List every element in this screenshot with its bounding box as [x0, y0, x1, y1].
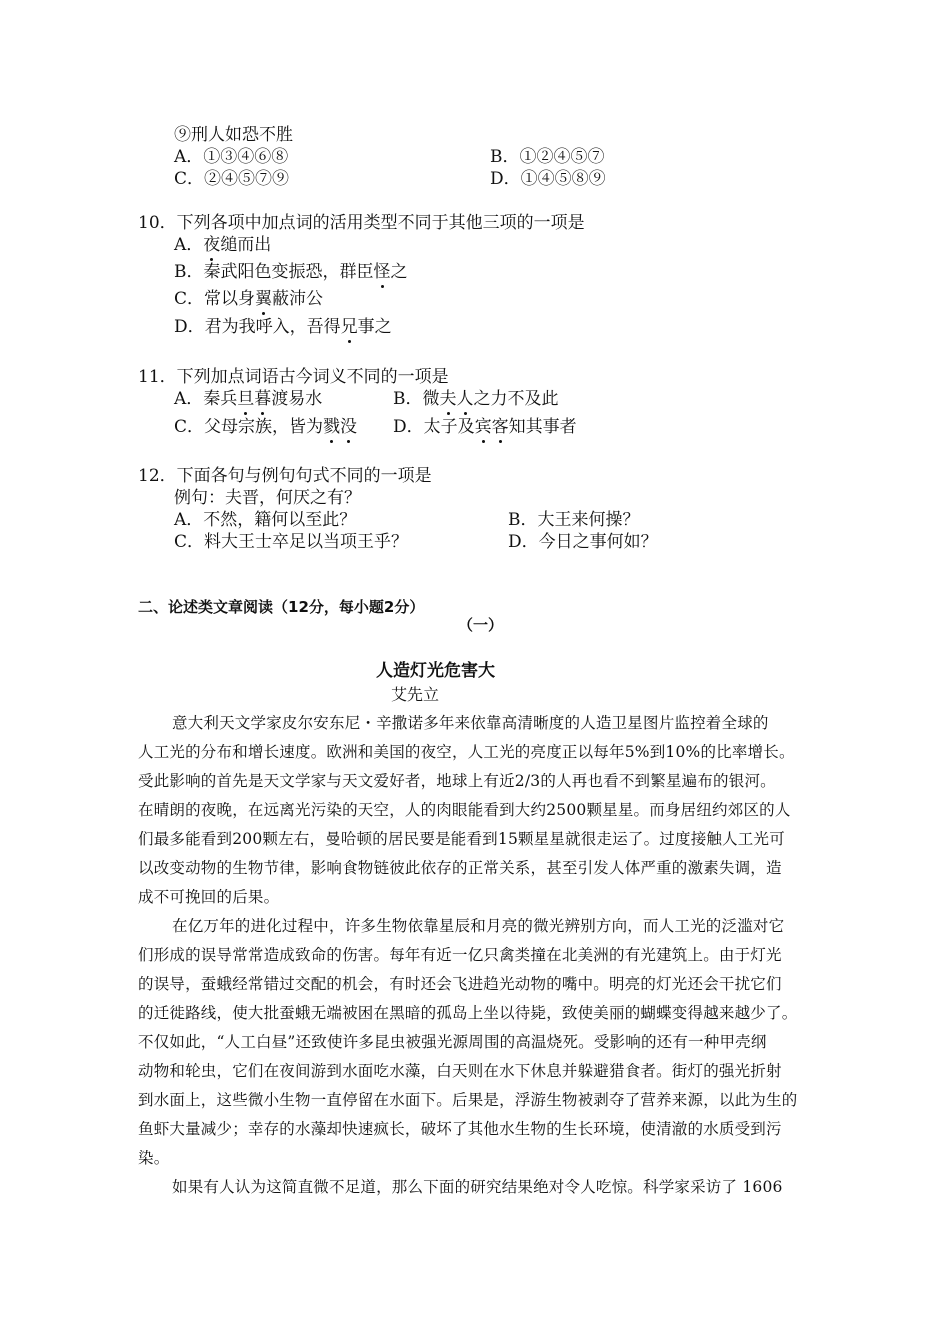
option-text: 缒而出 — [220, 235, 272, 255]
article-line: 以改变动物的生物节律，影响食物链彼此依存的正常关系，甚至引发人体严重的激素失调，造 — [138, 859, 782, 877]
option-text: B．微 — [393, 389, 440, 409]
article-line: 染。 — [138, 1149, 170, 1167]
q11-option-c — [174, 416, 357, 438]
q12-option-a: A．不然，籍何以至此？ — [174, 510, 357, 530]
q9-option-c: C．②④⑤⑦⑨ — [174, 169, 290, 189]
q11-option-a — [174, 388, 322, 410]
article-line: 们形成的误导常常造成致命的伤害。每年有近一亿只禽类撞在北美洲的有光建筑上。由于灯光 — [138, 946, 782, 964]
option-text: C．常以身 — [174, 289, 256, 309]
dotted-word: 怪 — [373, 262, 391, 282]
option-text: 渡易水 — [271, 389, 323, 409]
q12-option-d: D．今日之事何如？ — [508, 532, 658, 552]
q9-option-a: A．①③④⑥⑧ — [174, 147, 289, 167]
article-line: 在晴朗的夜晚，在远离光污染的天空，人的肉眼能看到大约2500颗星星。而身居纽约郊区的人 — [138, 801, 791, 819]
option-text: 知其事者 — [508, 417, 577, 437]
article-line: 鱼虾大量减少；幸存的水藻却快速疯长，破坏了其他水生物的生长环境，使清澈的水质受到污 — [138, 1120, 782, 1138]
option-text: B．秦武阳色变振恐，群臣 — [174, 262, 374, 282]
option-text: 之力不及此 — [473, 389, 559, 409]
dotted-word: 翼 — [255, 289, 273, 309]
option-text: 蔽沛公 — [272, 289, 324, 309]
dotted-word: 宾 — [474, 417, 492, 437]
article-line: 人工光的分布和增长速度。欧洲和美国的夜空，人工光的亮度正以每年5%到10%的比率增长。 — [138, 743, 795, 761]
q12-option-b: B．大王来何操？ — [508, 510, 640, 530]
option-text: 事之 — [357, 317, 392, 337]
q11-option-b — [393, 388, 559, 410]
q9-option-b: B．①②④⑤⑦ — [490, 147, 605, 167]
q12-option-c: C．料大王士卒足以当项王乎？ — [174, 532, 409, 552]
article-author: 艾先立 — [391, 685, 440, 704]
q12-example: 例句：夫晋，何厌之有？ — [174, 488, 361, 508]
dotted-word: 旦 — [237, 389, 255, 409]
section-subheading: （一） — [458, 616, 504, 634]
article-line: 到水面上，这些微小生物一直停留在水面下。后果是，浮游生物被剥夺了营养来源，以此为生的 — [138, 1091, 798, 1109]
article-line: 的迁徙路线，使大批蚕蛾无端被困在黑暗的孤岛上坐以待毙，致使美丽的蝴蝶变得越来越少了。 — [138, 1004, 798, 1022]
article-title: 人造灯光危害大 — [376, 661, 495, 681]
q10-option-c — [174, 288, 323, 310]
q10-option-a — [174, 234, 271, 256]
option-text: 之 — [390, 262, 408, 282]
article-line: 成不可挽回的后果。 — [138, 888, 280, 906]
dotted-word: 人 — [456, 389, 474, 409]
q9-item-9: ⑨刑人如恐不胜 — [174, 125, 293, 145]
dotted-word: 戮 — [323, 417, 341, 437]
article-line: 意大利天文学家皮尔安东尼・辛撒诺多年来依靠高清晰度的人造卫星图片监控着全球的 — [172, 714, 769, 732]
option-text: A．秦兵 — [174, 389, 238, 409]
dotted-word: 客 — [491, 417, 509, 437]
section-heading: 二、论述类文章阅读（12分，每小题2分） — [138, 598, 425, 616]
q10-option-b — [174, 261, 408, 283]
article-line: 在亿万年的进化过程中，许多生物依靠星辰和月亮的微光辨别方向，而人工光的泛滥对它 — [172, 917, 785, 935]
dotted-word: 暮 — [254, 389, 272, 409]
q11-option-d — [393, 416, 577, 438]
article-line: 的误导，蚕蛾经常错过交配的机会，有时还会飞进趋光动物的嘴中。明亮的灯光还会干扰它们 — [138, 975, 782, 993]
article-line: 如果有人认为这简直微不足道，那么下面的研究结果绝对令人吃惊。科学家采访了 1606 — [172, 1178, 783, 1196]
article-line: 动物和轮虫，它们在夜间游到水面吃水藻，白天则在水下休息并躲避猎食者。街灯的强光折射 — [138, 1062, 782, 1080]
q11-stem: 11．下列加点词语古今词义不同的一项是 — [138, 367, 449, 387]
dotted-word: 夫 — [439, 389, 457, 409]
dotted-word: 兄 — [340, 317, 358, 337]
article-line: 受此影响的首先是天文学家与天文爱好者，地球上有近2/3的人再也看不到繁星遍布的银河。 — [138, 772, 776, 790]
article-line: 们最多能看到200颗左右，曼哈顿的居民要是能看到15颗星星就很走运了。过度接触人工光可 — [138, 830, 785, 848]
q10-option-d — [174, 316, 392, 338]
q10-stem: 10．下列各项中加点词的活用类型不同于其他三项的一项是 — [138, 213, 585, 233]
option-text: D．太子及 — [393, 417, 475, 437]
article-line: 不仅如此，“人工白昼”还致使许多昆虫被强光源周围的高温烧死。受影响的还有一种甲壳纲 — [138, 1033, 767, 1051]
dotted-word: 夜 — [203, 235, 221, 255]
option-text: C．父母宗族，皆为 — [174, 417, 324, 437]
q12-stem: 12．下面各句与例句句式不同的一项是 — [138, 466, 432, 486]
option-text: A． — [174, 235, 204, 255]
option-text: D．君为我呼入，吾得 — [174, 317, 341, 337]
dotted-word: 没 — [340, 417, 358, 437]
q9-option-d: D．①④⑤⑧⑨ — [490, 169, 606, 189]
